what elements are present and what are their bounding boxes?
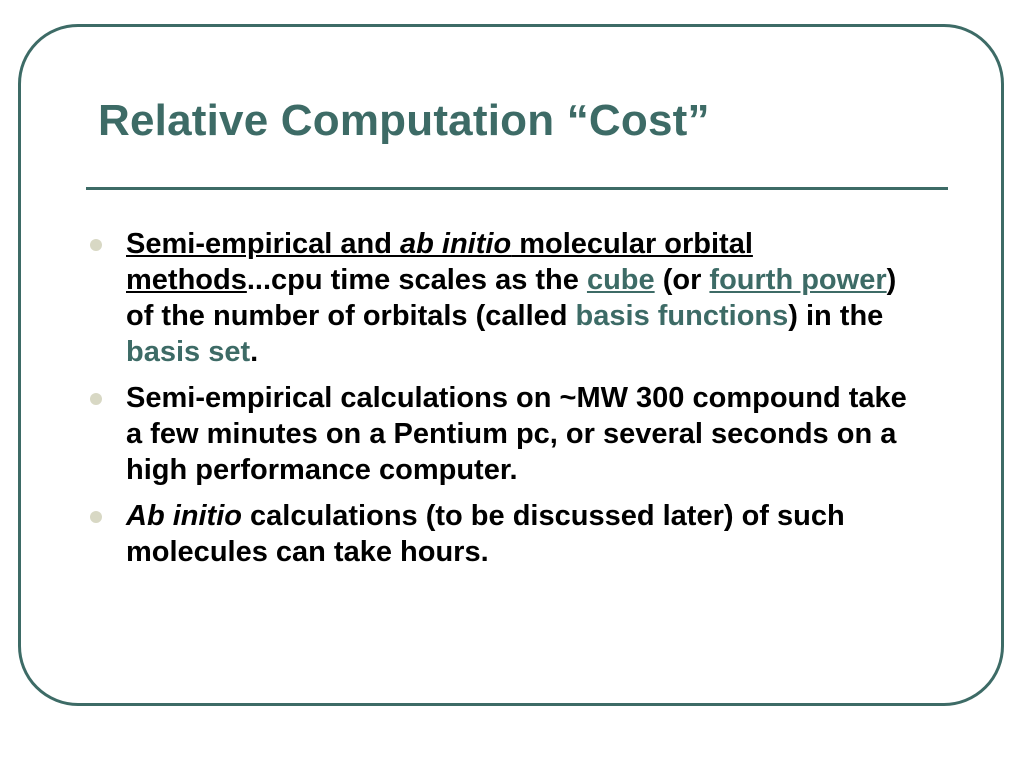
fourth-power-link[interactable]: fourth power	[709, 264, 887, 296]
bullet-dot-icon	[90, 511, 102, 523]
cube-link[interactable]: cube	[586, 264, 655, 296]
bullet-text: (or	[654, 264, 710, 296]
ab-initio-italic: Ab initio	[126, 500, 242, 532]
bullet-item-ab-initio-time	[126, 498, 926, 570]
bullet-list	[126, 226, 926, 580]
slide-title: Relative Computation “Cost”	[98, 96, 710, 145]
underlined-text: molecular orbital methods	[126, 228, 753, 296]
bullet-item-scaling	[126, 226, 926, 370]
basis-functions-term: basis functions	[575, 300, 789, 332]
bullet-item-semi-empirical-time	[126, 380, 926, 488]
bullet-dot-icon	[90, 239, 102, 251]
bullet-text: .	[250, 336, 259, 368]
bullet-dot-icon	[90, 393, 102, 405]
bullet-text: ...cpu time scales as the	[246, 264, 587, 296]
bullet-text: calculations (to be discussed later) of such molecules can take hours.	[126, 500, 845, 568]
bullet-text: Semi-empirical calculations on ~MW 300 compound take a few minutes on a Pentium pc, or several seconds on a high performance computer.	[126, 382, 907, 486]
title-divider	[86, 187, 948, 190]
basis-set-term: basis set	[126, 336, 251, 368]
bullet-text: ) in the	[788, 300, 884, 332]
ab-initio-italic: ab initio	[400, 228, 512, 260]
underlined-text: Semi-empirical and	[126, 228, 400, 260]
bullet-text: ) of the number of orbitals (called	[126, 264, 897, 332]
